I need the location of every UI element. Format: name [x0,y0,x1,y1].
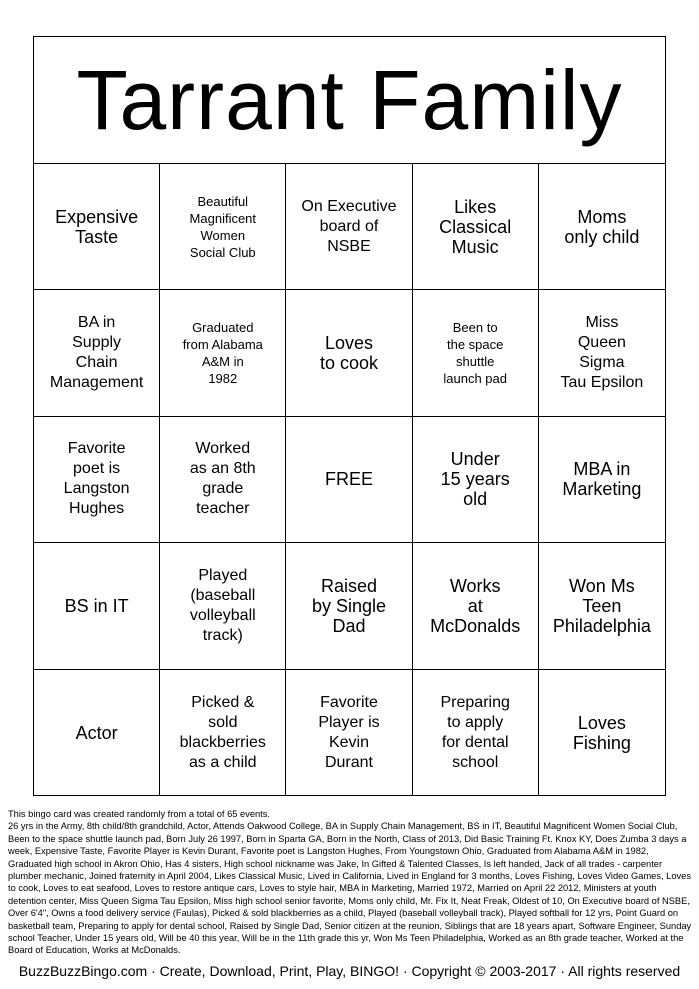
bingo-cell-text: Favorite Player is Kevin Durant [318,693,380,771]
bingo-cell-text: Worked as an 8th grade teacher [189,440,256,518]
bingo-cell-text: Loves to cook [319,333,379,374]
description-events: 26 yrs in the Army, 8th child/8th grandchild, Actor, Attends Oakwood College, BA in Supply Chain Management, BS in IT, Beautiful Magnificent Women Social Club, Been to the space shuttle launch pad, Born July 26 1997, Born in Sparta GA, Born in the North, Class of 2013, Did Basic Training Ft. Knox KY, Does Zumba 3 days a week, Expensive Taste, Favorite Player is Kevin Durant, Favorite poet is Langston Hughes, From Youngstown Ohio, Graduated from Alabama A&M in 1982, Graduated high school in Akron Ohio, Has 4 sisters, High school nickname was Jake, In Gifted & Talented Classes, Is left handed, Jack of all trades - carpenter plumber mechanic, Joined fraternity in April 2004, Likes Classical Music, Lived in California, Lived in England for 3 months, Loves Fishing, Loves Video Games, Loves to cook, Loves to eat seafood, Loves to restore antique cars, Loves to style hair, MBA in Marketing, Married 1972, Married on April 22 2012, Ministers at youth detention center, Miss Queen Sigma Tau Epsilon, Miss high school senior favorite, Moms only child, Mr. Fix It, Neat Freak, Oldest of 10, On Executive board of NSBE, Over 6'4", Owns a food delivery service (Faulas), Picked & sold blackberries as a child, Played (baseball volleyball track), Played softball for 12 yrs, Point Guard on basketball team, Preparing to apply for dental school, Raised by Single Dad, Senior citizen at the reunion, Siblings that are 18 years apart, Software Engineer, Sunday school Teacher, Under 15 years old, Will be 40 this year, Will be in the 11th grade this yr, Won Ms Teen Philadelphia, Worked as an 8th grade teacher, Worked at the Board of Education, Works at McDonalds. [8,821,692,956]
card-description [8,808,692,957]
bingo-cell [539,543,665,669]
bingo-cell-text: Favorite poet is Langston Hughes [63,440,130,518]
bingo-cell [160,543,286,669]
bingo-cell-text: Won Ms Teen Philadelphia [552,575,651,636]
bingo-cell [413,290,539,416]
bingo-cell-text: Expensive Taste [55,206,139,247]
bingo-cell [539,164,665,290]
bingo-cell-free [286,417,412,543]
bingo-cell-text: Loves Fishing [572,712,631,753]
card-title: Tarrant Family [34,37,665,164]
bingo-cell-text: Miss Queen Sigma Tau Epsilon [560,314,644,392]
bingo-cell-text: Beautiful Magnificent Women Social Club [189,193,257,260]
bingo-cell [160,164,286,290]
bingo-cell [413,543,539,669]
bingo-cell-text: FREE [324,469,373,490]
bingo-cell-text: Likes Classical Music [439,196,512,257]
bingo-cell-text: Picked & sold blackberries as a child [179,693,266,771]
bingo-cell [413,417,539,543]
bingo-cell-text: Works at McDonalds [430,575,521,636]
bingo-cell-text: Preparing to apply for dental school [440,693,510,771]
footer-copyright: BuzzBuzzBingo.com · Create, Download, Print, Play, BINGO! · Copyright © 2003-2017 · All rights reserved [18,963,681,979]
bingo-cell [413,670,539,796]
bingo-cell-text: MBA in Marketing [562,459,642,500]
bingo-cell [539,290,665,416]
bingo-cell-text: Under 15 years old [440,449,510,510]
bingo-card [33,36,666,796]
bingo-cell [34,290,160,416]
bingo-cell-text: Played (baseball volleyball track) [189,566,256,644]
bingo-cell-text: Raised by Single Dad [311,575,387,636]
bingo-cell [539,417,665,543]
bingo-cell [539,670,665,796]
bingo-cell [160,417,286,543]
bingo-cell [286,164,412,290]
bingo-cell-text: BS in IT [64,595,129,616]
bingo-cell [286,670,412,796]
bingo-cell-text: Actor [75,722,118,743]
bingo-cell [34,164,160,290]
bingo-cell [286,543,412,669]
bingo-cell [160,290,286,416]
description-intro: This bingo card was created randomly from a total of 65 events. [8,809,270,819]
bingo-grid [34,164,665,796]
bingo-cell-text: Graduated from Alabama A&M in 1982 [182,320,263,387]
bingo-cell [34,543,160,669]
bingo-cell [413,164,539,290]
bingo-cell-text: BA in Supply Chain Management [49,314,144,392]
bingo-cell [34,670,160,796]
bingo-cell-text: On Executive board of NSBE [301,197,397,255]
bingo-cell [34,417,160,543]
bingo-cell-text: Moms only child [564,206,640,247]
bingo-cell [286,290,412,416]
bingo-cell [160,670,286,796]
bingo-cell-text: Been to the space shuttle launch pad [443,320,507,387]
